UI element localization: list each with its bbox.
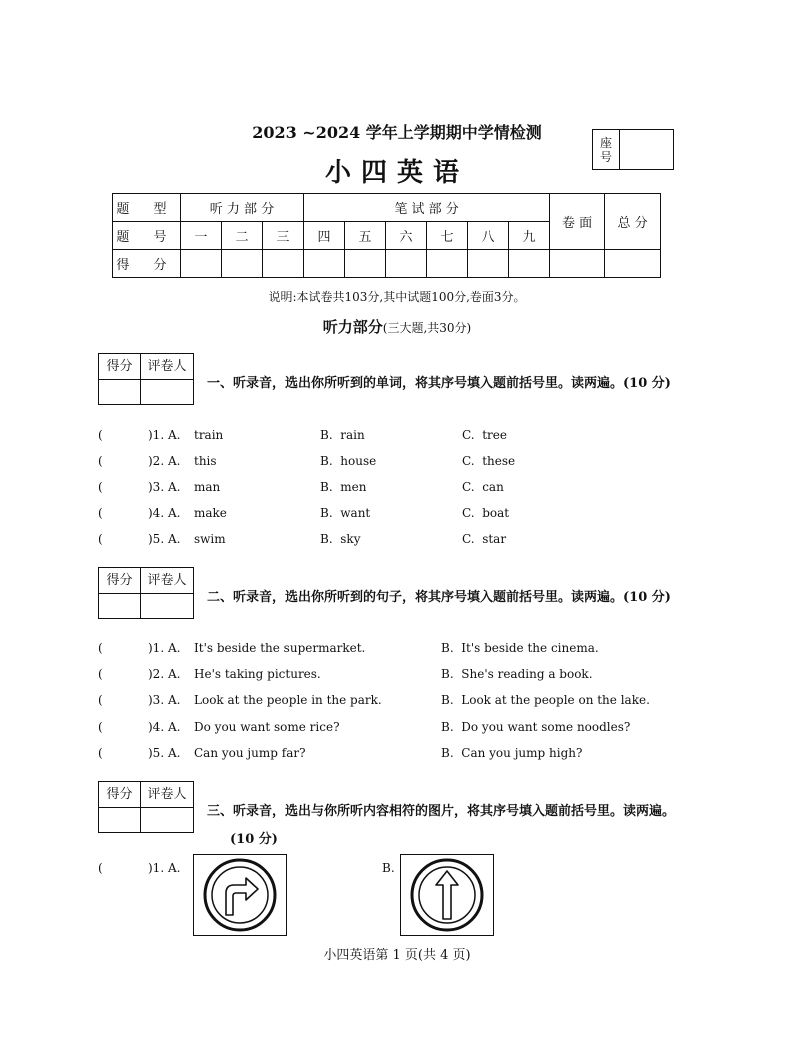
score-cell: [222, 250, 263, 278]
paren: (: [98, 641, 103, 655]
option-c: C. star: [462, 532, 507, 546]
paren: (: [98, 667, 103, 681]
grader-score-cell: [99, 808, 141, 833]
exam-note: 说明:本试卷共103分,其中试题100分,卷面3分。: [268, 290, 526, 304]
paren: (: [98, 454, 103, 468]
option-c: C. these: [462, 454, 516, 468]
option-c: C. tree: [462, 428, 507, 442]
part-title: [0, 316, 794, 337]
option-b: B. It's beside the cinema.: [441, 641, 599, 655]
question-number: )3. A.: [148, 693, 181, 707]
question-number: )1. A.: [148, 641, 181, 655]
paren: (: [98, 720, 103, 734]
row-label-number: 题 号: [113, 222, 181, 250]
page-footer: 小四英语第 1 页(共 4 页): [323, 948, 471, 963]
grader-reviewer-label: 评卷人: [147, 787, 187, 802]
q-number: 二: [222, 222, 263, 250]
row-label-type: 题 型: [113, 194, 181, 222]
picture-b: [400, 854, 494, 936]
section3-title: 三、听录音，选出与你所听内容相符的图片，将其序号填入题前括号里。读两遍。: [207, 804, 676, 819]
question-number: )2. A.: [148, 454, 181, 468]
grader-reviewer-label: 评卷人: [147, 359, 187, 374]
option-a: Can you jump far?: [194, 746, 306, 760]
option-a: man: [194, 480, 221, 494]
seat-label: [593, 130, 620, 169]
seat-number-box: [592, 129, 674, 170]
subject-title: 小四英语: [324, 158, 469, 188]
grader-score-cell: [99, 380, 141, 405]
q-number: 九: [509, 222, 550, 250]
section2-title: 二、听录音，选出你所听到的句子，将其序号填入题前括号里。读两遍。(10 分): [207, 590, 671, 605]
q-number: 四: [304, 222, 345, 250]
option-a: It's beside the supermarket.: [194, 641, 366, 655]
option-a: He's taking pictures.: [194, 667, 321, 681]
grader-score-cell: [99, 594, 141, 619]
grader-box: [98, 353, 194, 405]
option-b: B. Look at the people on the lake.: [441, 693, 650, 707]
option-b: B. Can you jump high?: [441, 746, 583, 760]
total-header: 总 分: [605, 194, 661, 250]
option-a: Look at the people in the park.: [194, 693, 382, 707]
option-b: B. want: [320, 506, 371, 520]
question-number: )1. A.: [148, 861, 181, 875]
grader-reviewer-cell: [141, 808, 193, 833]
paren: (: [98, 861, 103, 875]
part-title-sub: (三大题,共30分): [382, 321, 472, 335]
question-number: )1. A.: [148, 428, 181, 442]
q-number: 三: [263, 222, 304, 250]
neatness-header: 卷 面: [550, 194, 605, 250]
question-number: )5. A.: [148, 532, 181, 546]
option-b: B. sky: [320, 532, 361, 546]
writing-header: 笔 试 部 分: [304, 194, 550, 222]
seat-label-1: 座: [599, 135, 612, 150]
grader-reviewer-cell: [141, 594, 193, 619]
option-a: Do you want some rice?: [194, 720, 340, 734]
question-number: )4. A.: [148, 506, 181, 520]
question-number: )5. A.: [148, 746, 181, 760]
q-number: 五: [345, 222, 386, 250]
seat-label-2: 号: [599, 149, 612, 164]
score-cell: [386, 250, 427, 278]
grader-reviewer-label: 评卷人: [147, 573, 187, 588]
option-b: B. rain: [320, 428, 365, 442]
option-b: B. Do you want some noodles?: [441, 720, 631, 734]
option-b-label: B.: [382, 861, 395, 875]
option-b: B. men: [320, 480, 367, 494]
paren: (: [98, 532, 103, 546]
option-b: B. She's reading a book.: [441, 667, 593, 681]
option-c: C. boat: [462, 506, 510, 520]
q-number: 六: [386, 222, 427, 250]
exam-title: 2023 ~2024 学年上学期期中学情检测: [252, 123, 542, 142]
grader-score-label: 得分: [99, 354, 141, 379]
option-b: B. house: [320, 454, 377, 468]
q-number: 七: [427, 222, 468, 250]
part-title-main: 听力部分: [322, 318, 383, 336]
score-cell: [468, 250, 509, 278]
option-a: make: [194, 506, 227, 520]
score-cell: [263, 250, 304, 278]
grader-score-label: 得分: [99, 782, 141, 807]
score-cell: [181, 250, 222, 278]
score-table: [112, 193, 661, 278]
score-cell: [550, 250, 605, 278]
option-a: train: [194, 428, 224, 442]
row-label-score: 得 分: [113, 250, 181, 278]
score-cell: [345, 250, 386, 278]
option-a: swim: [194, 532, 226, 546]
score-cell: [304, 250, 345, 278]
question-number: )3. A.: [148, 480, 181, 494]
q-number: 一: [181, 222, 222, 250]
picture-a: [193, 854, 287, 936]
question-number: )4. A.: [148, 720, 181, 734]
straight-ahead-sign-icon: [401, 855, 493, 935]
q-number: 八: [468, 222, 509, 250]
option-a: this: [194, 454, 217, 468]
score-cell: [605, 250, 661, 278]
score-cell: [509, 250, 550, 278]
section1-title: 一、听录音，选出你所听到的单词，将其序号填入题前括号里。读两遍。(10 分): [207, 376, 671, 391]
option-c: C. can: [462, 480, 504, 494]
grader-score-label: 得分: [99, 568, 141, 593]
paren: (: [98, 480, 103, 494]
paren: (: [98, 506, 103, 520]
grader-box: [98, 567, 194, 619]
paren: (: [98, 746, 103, 760]
section3-points: (10 分): [230, 832, 278, 847]
question-number: )2. A.: [148, 667, 181, 681]
grader-reviewer-cell: [141, 380, 193, 405]
paren: (: [98, 428, 103, 442]
grader-box: [98, 781, 194, 833]
score-cell: [427, 250, 468, 278]
turn-right-sign-icon: [194, 855, 286, 935]
paren: (: [98, 693, 103, 707]
listening-header: 听 力 部 分: [181, 194, 304, 222]
